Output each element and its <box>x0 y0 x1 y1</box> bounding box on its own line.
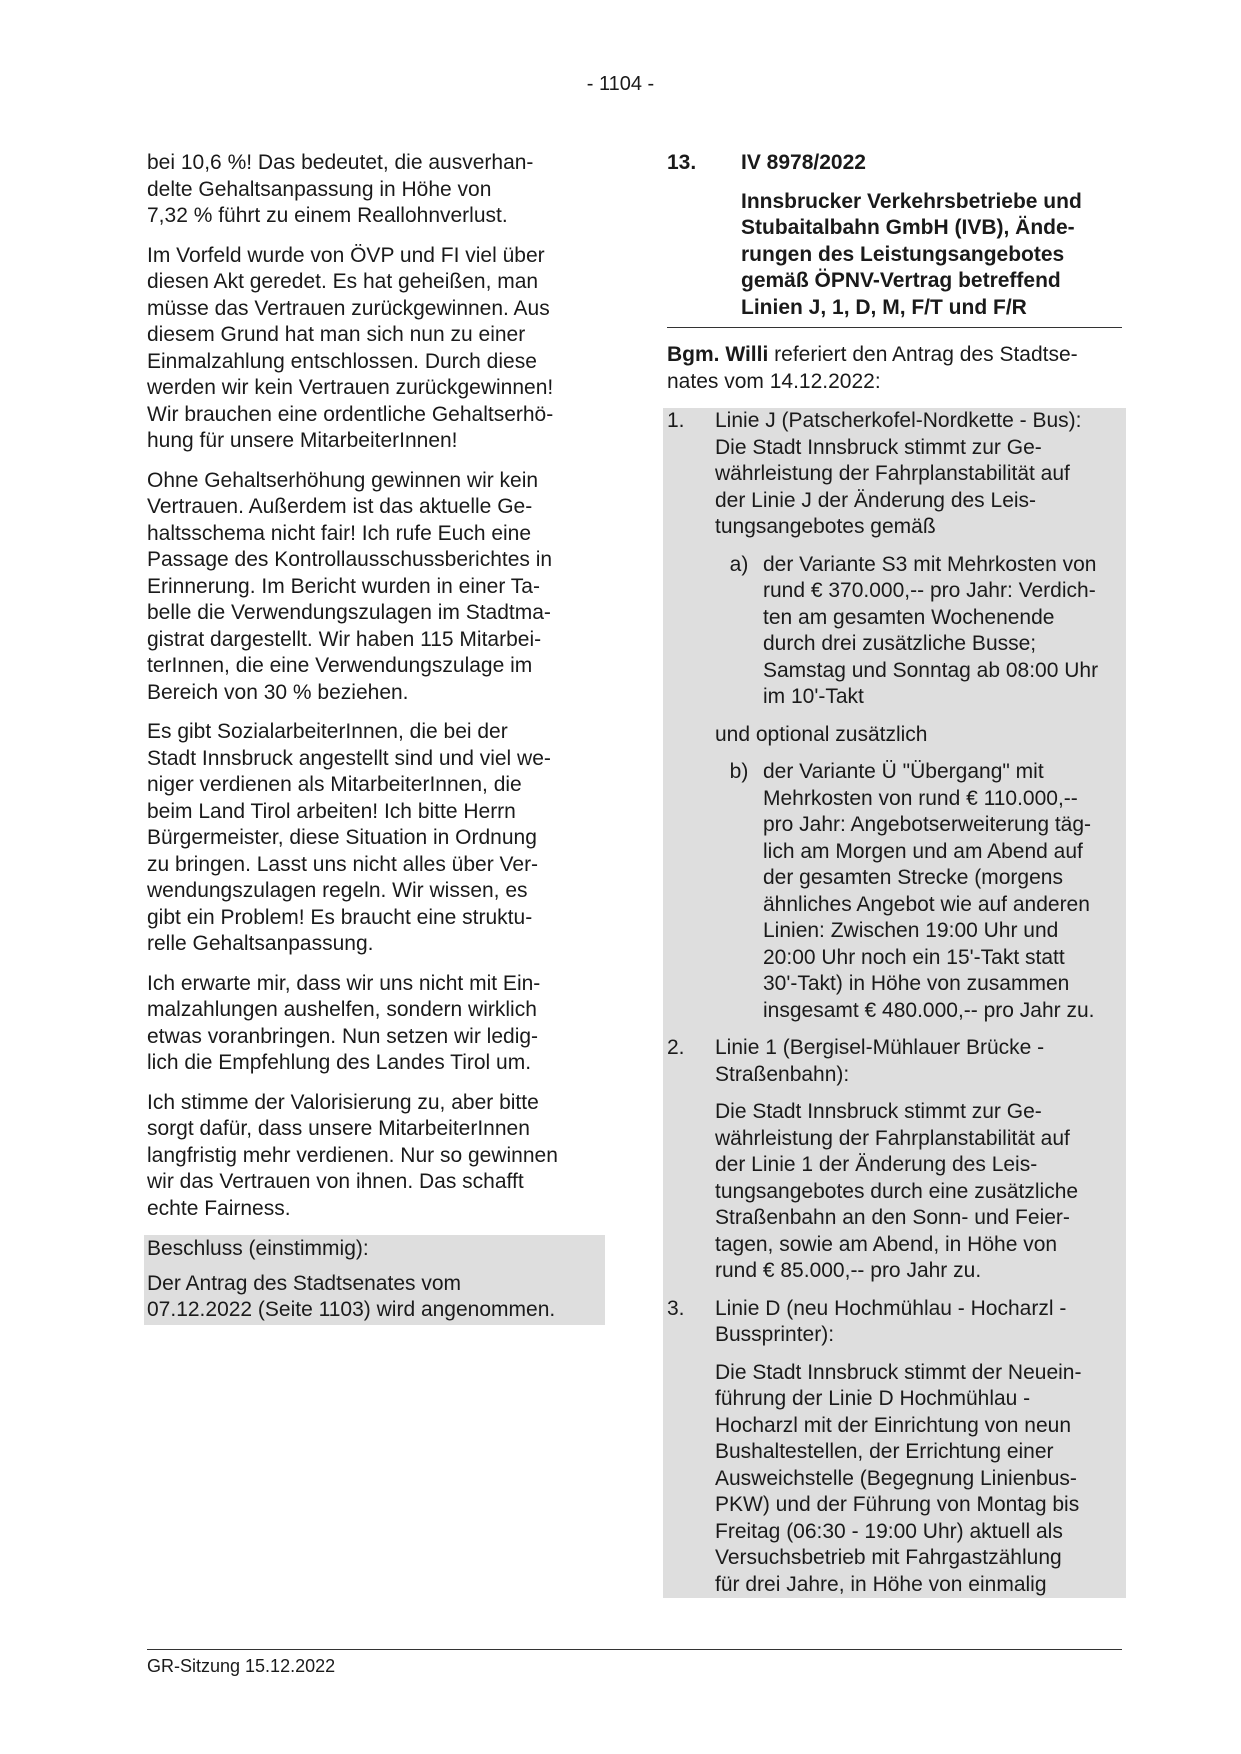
text-line: werden wir kein Vertrauen zurückgewinnen! <box>147 376 554 399</box>
text-line: Erinnerung. Im Bericht wurden in einer Ta- <box>147 574 540 598</box>
text-line: delte Gehaltsanpassung in Höhe von <box>147 177 492 201</box>
text-line: Ich erwarte mir, dass wir uns nicht mit Ein- <box>147 971 541 995</box>
list-item-2 <box>667 1035 1122 1285</box>
text-line: Mehrkosten von rund € 110.000,-- <box>763 786 1078 810</box>
text-line: gemäß ÖPNV-Vertrag betreffend <box>741 269 1061 292</box>
text-line: für drei Jahre, in Höhe von einmalig <box>715 1572 1047 1596</box>
text-line: gistrat dargestellt. Wir haben 115 Mitarbei- <box>147 627 542 651</box>
agenda-item-header <box>667 150 1122 177</box>
speaker-name: Bgm. Willi <box>667 343 769 366</box>
text-line: Die Stadt Innsbruck stimmt der Neuein- <box>715 1360 1082 1384</box>
paragraph-2 <box>147 243 602 455</box>
text-line: Bürgermeister, diese Situation in Ordnung <box>147 826 537 849</box>
text-line: müsse das Vertrauen zurückgewinnen. Aus <box>147 296 550 320</box>
text-line: Die Stadt Innsbruck stimmt zur Ge- <box>715 1100 1042 1123</box>
footer-text: GR-Sitzung 15.12.2022 <box>147 1656 336 1676</box>
text-line: ähnliches Angebot wie auf anderen <box>763 892 1090 916</box>
paragraph-4 <box>147 719 602 958</box>
text-line: rund € 85.000,-- pro Jahr zu. <box>715 1259 982 1282</box>
left-column <box>147 150 602 1325</box>
text-line: Linien J, 1, D, M, F/T und F/R <box>741 295 1027 319</box>
text-line: Samstag und Sonntag ab 08:00 Uhr <box>763 658 1099 682</box>
text-line: sorgt dafür, dass unsere MitarbeiterInnen <box>147 1117 530 1140</box>
text-line: Straßenbahn): <box>715 1062 850 1086</box>
sub-item-a-text <box>763 552 1098 711</box>
text-line: 07.12.2022 (Seite 1103) wird angenommen. <box>147 1298 556 1321</box>
sub-item-b <box>715 759 1122 1024</box>
text-line: rund € 370.000,-- pro Jahr: Verdich- <box>763 579 1096 602</box>
text-line: Ich stimme der Valorisierung zu, aber bitte <box>147 1090 539 1114</box>
text-line: Vertrauen. Außerdem ist das aktuelle Ge- <box>147 495 533 518</box>
text-line: Ausweichstelle (Begegnung Linienbus- <box>715 1466 1077 1490</box>
text-line: tagen, sowie am Abend, in Höhe von <box>715 1232 1058 1256</box>
list-item-3 <box>667 1296 1122 1599</box>
text-line: Einmalzahlung entschlossen. Durch diese <box>147 349 537 373</box>
text-line: hung für unsere MitarbeiterInnen! <box>147 429 458 452</box>
text-line: der Linie J der Änderung des Leis- <box>715 488 1037 512</box>
title-divider <box>667 327 1122 328</box>
text-line: diesen Akt geredet. Es hat geheißen, man <box>147 270 539 293</box>
text-line: tungsangebotes durch eine zusätzliche <box>715 1179 1079 1203</box>
sub-item-b-label: b) <box>729 760 749 783</box>
text-line: Bussprinter): <box>715 1323 835 1346</box>
text-line: etwas voranbringen. Nun setzen wir ledig- <box>147 1024 539 1048</box>
list-item-1-heading <box>715 408 1122 541</box>
page-number: - 1104 - <box>586 73 655 95</box>
text-line: belle die Verwendungszulagen im Stadtma- <box>147 601 551 624</box>
text-line: lich am Morgen und am Abend auf <box>763 839 1083 863</box>
text-line: Hocharzl mit der Einrichtung von neun <box>715 1413 1072 1437</box>
text-line: Im Vorfeld wurde von ÖVP und FI viel über <box>147 243 545 267</box>
list-item-1 <box>667 408 1122 1024</box>
paragraph-6 <box>147 1090 602 1223</box>
list-item-2-body <box>715 1099 1122 1285</box>
text-line: wir das Vertrauen von ihnen. Das schafft <box>147 1170 524 1193</box>
text-line: tungsangebotes gemäß <box>715 515 936 538</box>
text-line: relle Gehaltsanpassung. <box>147 932 374 955</box>
text-line: Bushaltestellen, der Errichtung einer <box>715 1440 1054 1463</box>
intro-text-2: nates vom 14.12.2022: <box>667 369 881 393</box>
text-line: Linie 1 (Bergisel-Mühlauer Brücke - <box>715 1036 1045 1059</box>
text-line: diesem Grund hat man sich nun zu einer <box>147 323 526 346</box>
text-line: Passage des Kontrollausschussberichtes in <box>147 548 553 571</box>
resolution-box <box>144 1235 605 1325</box>
sub-item-b-text <box>763 759 1095 1024</box>
text-line: malzahlungen aushelfen, sondern wirklich <box>147 998 537 1021</box>
paragraph-3 <box>147 468 602 707</box>
text-line: wendungszulagen regeln. Wir wissen, es <box>147 879 528 902</box>
text-line: Die Stadt Innsbruck stimmt zur Ge- <box>715 435 1042 459</box>
footer-divider <box>147 1649 1122 1650</box>
text-line: Versuchsbetrieb mit Fahrgastzählung <box>715 1546 1062 1569</box>
intro-text-1: referiert den Antrag des Stadtse- <box>768 343 1078 366</box>
text-line: bei 10,6 %! Das bedeutet, die ausverhan- <box>147 151 534 174</box>
text-line: 20:00 Uhr noch ein 15'-Takt statt <box>763 945 1065 969</box>
text-line: 30'-Takt) in Höhe von zusammen <box>763 972 1070 995</box>
text-line: der gesamten Strecke (morgens <box>763 866 1063 889</box>
text-line: Linie J (Patscherkofel-Nordkette - Bus): <box>715 409 1082 432</box>
text-line: der Variante S3 mit Mehrkosten von <box>763 552 1097 576</box>
text-line: lich die Empfehlung des Landes Tirol um. <box>147 1051 532 1074</box>
text-line: währleistung der Fahrplanstabilität auf <box>715 1126 1070 1150</box>
text-line: 7,32 % führt zu einem Reallohnverlust. <box>147 204 508 227</box>
resolution-text <box>147 1271 602 1324</box>
list-item-2-heading <box>715 1035 1122 1088</box>
text-line: Linie D (neu Hochmühlau - Hocharzl - <box>715 1296 1067 1320</box>
text-line: Es gibt SozialarbeiterInnen, die bei der <box>147 720 508 743</box>
text-line: beim Land Tirol arbeiten! Ich bitte Herrn <box>147 799 516 823</box>
text-line: rungen des Leistungsangebotes <box>741 242 1065 266</box>
text-line: Bereich von 30 % beziehen. <box>147 680 409 704</box>
text-line: Straßenbahn an den Sonn- und Feier- <box>715 1206 1070 1229</box>
text-line: langfristig mehr verdienen. Nur so gewinnen <box>147 1143 558 1167</box>
text-line: niger verdienen als MitarbeiterInnen, die <box>147 773 522 796</box>
text-line: Innsbrucker Verkehrsbetriebe und <box>741 189 1082 213</box>
intro-paragraph <box>667 342 1122 395</box>
agenda-item-number: 13. <box>667 151 697 174</box>
text-line: PKW) und der Führung von Montag bis <box>715 1493 1080 1516</box>
sub-item-a-label: a) <box>729 552 749 576</box>
text-line: Linien: Zwischen 19:00 Uhr und <box>763 919 1059 942</box>
text-line: ten am gesamten Wochenende <box>763 605 1055 629</box>
text-line: Stadt Innsbruck angestellt sind und viel we- <box>147 746 551 770</box>
text-line: terInnen, die eine Verwendungszulage im <box>147 654 533 677</box>
agenda-item-reference: IV 8978/2022 <box>741 151 866 174</box>
text-line: durch drei zusätzliche Busse; <box>763 632 1037 655</box>
list-item-2-number: 2. <box>667 1036 685 1059</box>
paragraph-5 <box>147 971 602 1077</box>
text-line: gibt ein Problem! Es braucht eine struktu- <box>147 905 533 929</box>
text-line: der Linie 1 der Änderung des Leis- <box>715 1153 1038 1176</box>
optional-note: und optional zusätzlich <box>715 722 928 746</box>
list-item-1-number: 1. <box>667 409 685 432</box>
text-line: pro Jahr: Angebotserweiterung täg- <box>763 813 1092 836</box>
sub-item-a <box>715 552 1122 711</box>
text-line: Stubaitalbahn GmbH (IVB), Ände- <box>741 216 1075 239</box>
text-line: haltsschema nicht fair! Ich rufe Euch eine <box>147 521 532 545</box>
text-line: führung der Linie D Hochmühlau - <box>715 1387 1031 1410</box>
text-line: Ohne Gehaltserhöhung gewinnen wir kein <box>147 468 539 492</box>
text-line: im 10'-Takt <box>763 685 864 708</box>
resolution-label: Beschluss (einstimmig): <box>147 1237 369 1260</box>
text-line: zu bringen. Lasst uns nicht alles über Ver- <box>147 852 539 876</box>
right-column <box>667 150 1122 1598</box>
text-line: echte Fairness. <box>147 1196 291 1220</box>
text-line: Der Antrag des Stadtsenates vom <box>147 1271 462 1295</box>
text-line: insgesamt € 480.000,-- pro Jahr zu. <box>763 998 1095 1022</box>
text-line: Wir brauchen eine ordentliche Gehaltserhö- <box>147 402 554 426</box>
list-item-3-body <box>715 1360 1122 1599</box>
motion-list <box>663 408 1126 1598</box>
paragraph-1 <box>147 150 602 230</box>
list-item-3-heading <box>715 1296 1122 1349</box>
agenda-item-title <box>741 189 1122 322</box>
text-line: währleistung der Fahrplanstabilität auf <box>715 462 1070 485</box>
text-line: Freitag (06:30 - 19:00 Uhr) aktuell als <box>715 1519 1063 1543</box>
list-item-3-number: 3. <box>667 1296 685 1320</box>
text-line: der Variante Ü "Übergang" mit <box>763 760 1044 783</box>
